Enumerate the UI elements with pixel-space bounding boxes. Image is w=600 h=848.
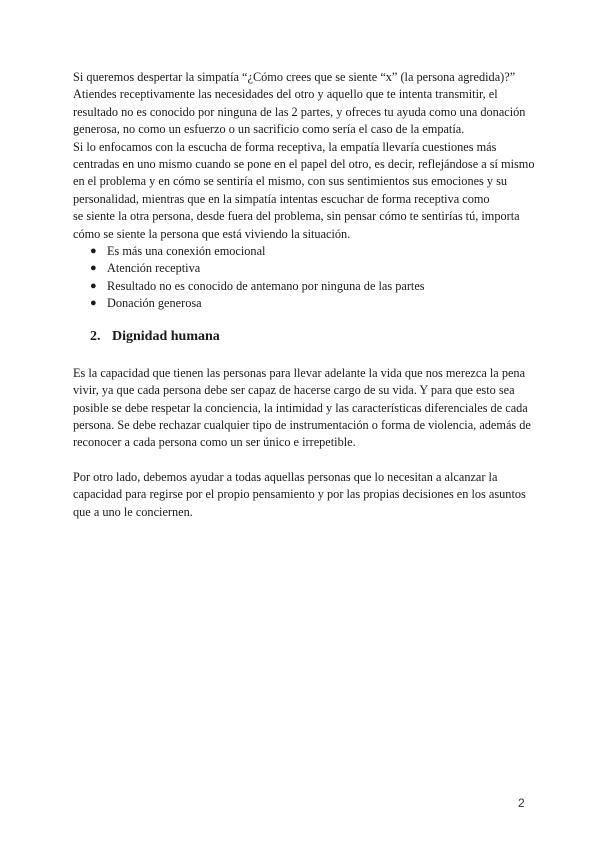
list-item [90,260,528,277]
text-line: Por otro lado, debemos ayudar a todas aquellas personas que lo necesitan a alcanzar la [73,469,498,484]
text-line: se siente la otra persona, desde fuera del problema, sin pensar cómo te sentirías tú, importa [73,209,520,224]
text-line: Si queremos despertar la simpatía “¿Cómo crees que se siente “x” (la persona agredida)?” [73,70,516,84]
text-line: Si lo enfocamos con la escucha de forma receptiva, la empatía llevaría cuestiones más [73,139,497,154]
list-item-label: Resultado no es conocido de antemano por ninguna de las partes [107,278,425,293]
section-number: 2. [90,328,101,344]
page-number: 2 [518,796,525,810]
text-line: que a uno le conciernen. [73,504,193,519]
list-item [90,243,528,260]
section-heading [73,327,528,347]
list-item-label: Donación generosa [107,296,202,311]
text-line: posible se debe respetar la conciencia, la intimidad y las características diferenciales de cada [73,400,528,415]
list-item-label: Atención receptiva [107,261,201,276]
text-line: personalidad, mientras que en la simpatía intentas escuchar de forma receptiva como [73,191,490,206]
text-line: generosa, no como un esfuerzo o un sacrificio como sería el caso de la empatía. [73,122,465,137]
paragraph-simpatia [73,69,535,243]
list-item [90,295,528,312]
text-line: en el problema y en cómo se sentiría el mismo, con sus sentimientos sus emociones y su [73,174,508,189]
paragraph-dignidad [73,365,531,452]
text-line: persona. Se debe rechazar cualquier tipo de instrumentación o forma de violencia, además de [73,417,531,432]
bullet-list [73,243,528,313]
document-page [73,69,535,521]
bullet-icon: ● [90,262,97,275]
text-line: reconocer a cada persona como un ser único e irrepetible. [73,435,356,450]
section-title: Dignidad humana [112,328,220,344]
text-line: centradas en uno mismo cuando se pone en el papel del otro, es decir, reflejándose a sí mismo [73,157,535,172]
text-line: Es la capacidad que tienen las personas para llevar adelante la vida que nos merezca la pena [73,365,526,380]
list-item [90,278,528,295]
paragraph-ayuda [73,469,528,521]
bullet-icon: ● [90,245,97,258]
list-item-label: Es más una conexión emocional [107,244,266,259]
text-line: capacidad para regirse por el propio pensamiento y por las propias decisiones en los asuntos [73,487,526,502]
text-line: vivir, ya que cada persona debe ser capaz de hacerse cargo de su vida. Y para que esto sea [73,383,515,398]
text-line: cómo se siente la persona que está viviendo la situación. [73,226,351,241]
text-line: resultado no es conocido por ninguna de las 2 partes, y ofreces tu ayuda como una donación [73,104,526,119]
bullet-icon: ● [90,279,97,292]
text-line: Atiendes receptivamente las necesidades del otro y aquello que te intenta transmitir, el [73,87,498,102]
bullet-icon: ● [90,297,97,310]
